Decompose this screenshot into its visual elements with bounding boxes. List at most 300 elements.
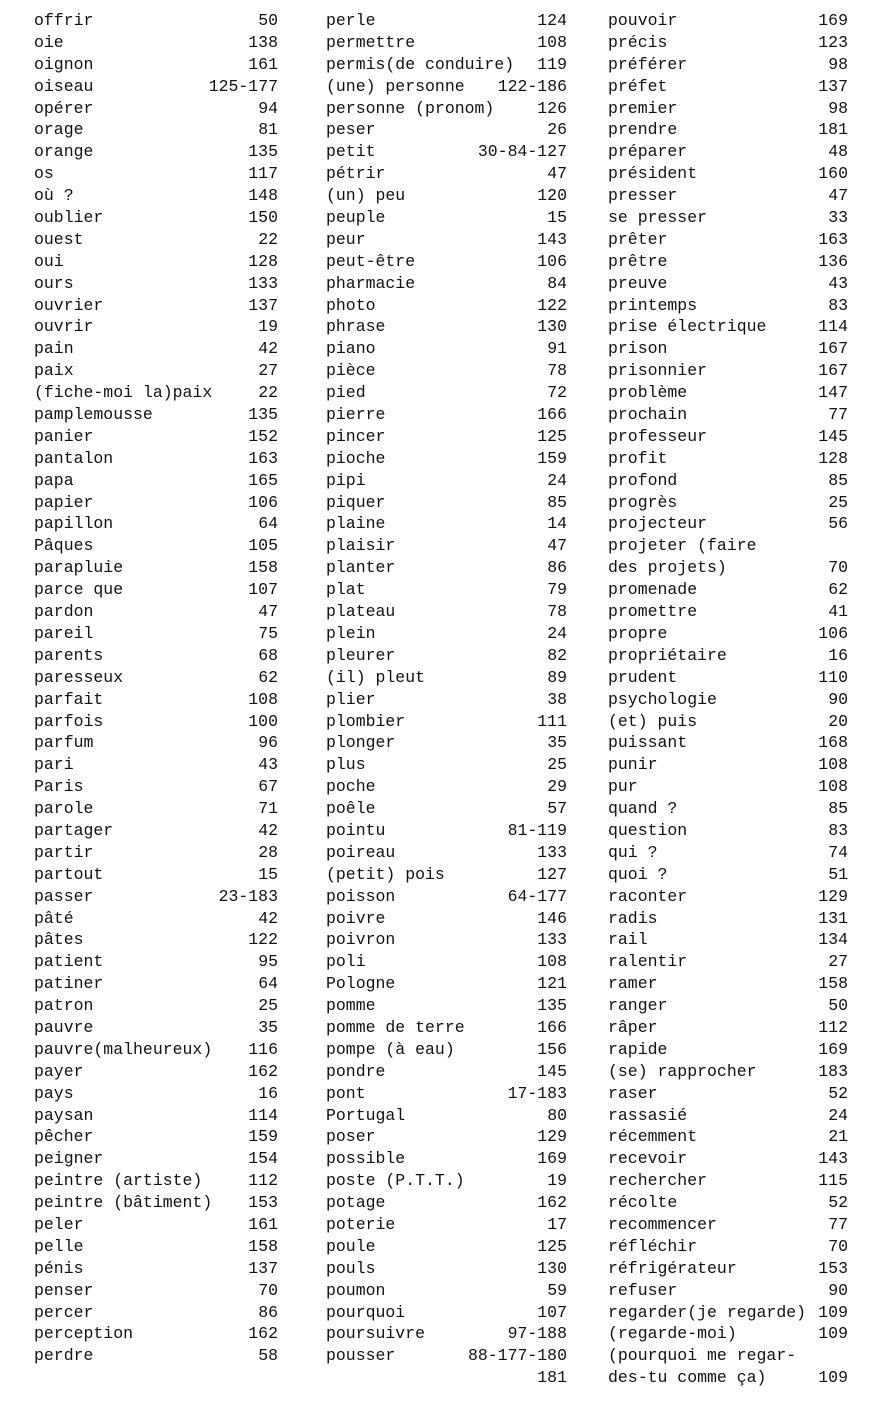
index-entry bbox=[608, 229, 848, 251]
index-entry bbox=[326, 1258, 567, 1280]
index-entry bbox=[34, 732, 278, 754]
index-entry bbox=[34, 754, 278, 776]
index-entry bbox=[608, 820, 848, 842]
index-page-ref: 153 bbox=[248, 1193, 278, 1213]
index-entry bbox=[326, 842, 567, 864]
index-entry bbox=[326, 76, 567, 98]
index-page-ref: 108 bbox=[537, 32, 567, 52]
index-page-ref: 62 bbox=[258, 667, 278, 687]
index-entry bbox=[34, 513, 278, 535]
index-entry bbox=[326, 316, 567, 338]
index-page-ref: 150 bbox=[248, 208, 278, 228]
index-entry bbox=[34, 601, 278, 623]
index-entry bbox=[326, 1148, 567, 1170]
index-page-ref: 169 bbox=[818, 11, 848, 30]
index-term: pousser bbox=[326, 1346, 396, 1366]
index-page-ref: 23-183 bbox=[218, 886, 278, 906]
index-page-ref: 161 bbox=[248, 1214, 278, 1234]
index-entry bbox=[608, 732, 848, 754]
index-entry bbox=[608, 1323, 848, 1345]
index-page-ref: 29 bbox=[547, 777, 567, 797]
index-page-ref: 166 bbox=[537, 1017, 567, 1037]
index-page-ref: 15 bbox=[547, 208, 567, 228]
index-entry bbox=[34, 32, 278, 54]
index-term: poireau bbox=[326, 842, 396, 862]
index-entry bbox=[608, 623, 848, 645]
index-entry bbox=[608, 535, 848, 557]
index-term: oublier bbox=[34, 208, 104, 228]
index-entry bbox=[34, 711, 278, 733]
index-page-ref: 77 bbox=[828, 405, 848, 425]
index-page-ref: 17 bbox=[547, 1214, 567, 1234]
index-term: rassasié bbox=[608, 1105, 688, 1125]
index-entry bbox=[608, 1126, 848, 1148]
index-entry bbox=[608, 995, 848, 1017]
index-term: pleurer bbox=[326, 645, 396, 665]
index-term: poivron bbox=[326, 930, 396, 950]
index-entry bbox=[326, 32, 567, 54]
index-entry bbox=[608, 1280, 848, 1302]
index-page-ref: 42 bbox=[258, 820, 278, 840]
index-page-ref: 24 bbox=[547, 470, 567, 490]
index-page-ref: 181 bbox=[818, 120, 848, 140]
index-term: préfet bbox=[608, 76, 668, 96]
index-page-ref: 125-177 bbox=[208, 76, 278, 96]
index-term: pauvre bbox=[34, 1017, 94, 1037]
index-page-ref: 128 bbox=[248, 251, 278, 271]
index-entry bbox=[34, 1083, 278, 1105]
index-page-ref: 42 bbox=[258, 908, 278, 928]
index-term: plombier bbox=[326, 711, 406, 731]
index-entry bbox=[608, 776, 848, 798]
index-entry bbox=[34, 54, 278, 76]
index-entry bbox=[326, 1017, 567, 1039]
index-term: poser bbox=[326, 1127, 376, 1147]
index-term: pompe (à eau) bbox=[326, 1039, 455, 1059]
index-page-ref: 133 bbox=[248, 273, 278, 293]
index-entry bbox=[608, 1302, 848, 1324]
index-entry bbox=[34, 776, 278, 798]
index-entry bbox=[608, 1105, 848, 1127]
index-page-ref: 97-188 bbox=[507, 1324, 567, 1344]
index-page-ref: 107 bbox=[537, 1302, 567, 1322]
index-page-ref: 85 bbox=[828, 470, 848, 490]
index-entry bbox=[326, 295, 567, 317]
index-page-ref: 47 bbox=[547, 164, 567, 184]
index-page-ref: 159 bbox=[537, 448, 567, 468]
index-page-ref: 134 bbox=[818, 930, 848, 950]
index-page-ref: 62 bbox=[828, 580, 848, 600]
index-entry bbox=[34, 667, 278, 689]
index-term: pays bbox=[34, 1083, 74, 1103]
index-page-ref: 81 bbox=[258, 120, 278, 140]
index-page-ref: 122 bbox=[537, 295, 567, 315]
index-term: papier bbox=[34, 492, 94, 512]
index-page-ref: 42 bbox=[258, 339, 278, 359]
index-page-ref: 109 bbox=[818, 1302, 848, 1322]
index-term: pari bbox=[34, 755, 74, 775]
index-page-ref: 85 bbox=[547, 492, 567, 512]
index-entry bbox=[34, 886, 278, 908]
index-entry bbox=[34, 579, 278, 601]
index-page-ref: 158 bbox=[818, 974, 848, 994]
index-page-ref: 130 bbox=[537, 1258, 567, 1278]
index-entry bbox=[326, 1323, 567, 1345]
index-page-ref: 82 bbox=[547, 645, 567, 665]
index-entry bbox=[608, 316, 848, 338]
index-term: qui ? bbox=[608, 842, 658, 862]
index-entry bbox=[34, 229, 278, 251]
index-term: (petit) pois bbox=[326, 864, 445, 884]
index-entry bbox=[608, 1345, 848, 1367]
index-entry bbox=[326, 404, 567, 426]
index-term: radis bbox=[608, 908, 658, 928]
index-page-ref: 143 bbox=[537, 229, 567, 249]
index-term: ours bbox=[34, 273, 74, 293]
index-page-ref: 162 bbox=[248, 1324, 278, 1344]
index-page-ref: 135 bbox=[537, 996, 567, 1016]
index-entry bbox=[326, 382, 567, 404]
index-term: pomme de terre bbox=[326, 1017, 465, 1037]
index-page-ref: 143 bbox=[818, 1149, 848, 1169]
index-entry bbox=[608, 251, 848, 273]
index-term: parents bbox=[34, 645, 104, 665]
index-page-ref: 67 bbox=[258, 777, 278, 797]
index-page-ref: 109 bbox=[818, 1324, 848, 1344]
index-term: papillon bbox=[34, 514, 114, 534]
index-term: pâtes bbox=[34, 930, 84, 950]
index-entry bbox=[34, 645, 278, 667]
index-term: ramer bbox=[608, 974, 658, 994]
index-entry bbox=[608, 360, 848, 382]
index-term: pipi bbox=[326, 470, 366, 490]
index-page-ref: 25 bbox=[828, 492, 848, 512]
index-entry bbox=[326, 1280, 567, 1302]
index-term: puissant bbox=[608, 733, 688, 753]
index-entry bbox=[326, 185, 567, 207]
index-page-ref: 51 bbox=[828, 864, 848, 884]
index-entry bbox=[34, 141, 278, 163]
index-page-ref: 167 bbox=[818, 361, 848, 381]
index-term: patiner bbox=[34, 974, 104, 994]
index-term: Pologne bbox=[326, 974, 396, 994]
index-entry bbox=[34, 1323, 278, 1345]
index-entry bbox=[608, 426, 848, 448]
index-term: ouest bbox=[34, 229, 84, 249]
index-page-ref: 19 bbox=[258, 317, 278, 337]
index-entry bbox=[326, 732, 567, 754]
index-entry bbox=[326, 908, 567, 930]
index-page-ref: 25 bbox=[547, 755, 567, 775]
index-page-ref: 108 bbox=[248, 689, 278, 709]
index-entry bbox=[326, 448, 567, 470]
index-page-ref: 124 bbox=[537, 11, 567, 30]
index-term: pauvre(malheureux) bbox=[34, 1039, 213, 1059]
index-page-ref: 81-119 bbox=[507, 820, 567, 840]
index-entry bbox=[608, 207, 848, 229]
index-term: piquer bbox=[326, 492, 386, 512]
index-entry bbox=[326, 929, 567, 951]
index-entry bbox=[326, 1345, 567, 1367]
index-entry bbox=[326, 1214, 567, 1236]
index-entry bbox=[326, 360, 567, 382]
index-term: peintre (bâtiment) bbox=[34, 1193, 213, 1213]
index-entry bbox=[34, 973, 278, 995]
index-entry bbox=[608, 798, 848, 820]
index-column-2 bbox=[326, 10, 567, 1389]
index-page-ref: 137 bbox=[818, 76, 848, 96]
index-entry bbox=[326, 951, 567, 973]
index-entry bbox=[34, 1236, 278, 1258]
index-term: poterie bbox=[326, 1214, 396, 1234]
index-term: recommencer bbox=[608, 1214, 717, 1234]
index-entry bbox=[608, 448, 848, 470]
index-term: oiseau bbox=[34, 76, 94, 96]
index-entry bbox=[608, 1236, 848, 1258]
index-entry bbox=[326, 98, 567, 120]
index-page-ref: 19 bbox=[547, 1171, 567, 1191]
index-page-ref: 88-177-180 bbox=[467, 1346, 567, 1366]
index-entry bbox=[34, 535, 278, 557]
index-entry bbox=[34, 1017, 278, 1039]
index-entry bbox=[608, 667, 848, 689]
index-term: réfléchir bbox=[608, 1236, 698, 1256]
index-page-ref: 112 bbox=[818, 1017, 848, 1037]
index-term: ouvrir bbox=[34, 317, 94, 337]
index-entry bbox=[34, 98, 278, 120]
index-term: permettre bbox=[326, 32, 416, 52]
index-page-ref: 22 bbox=[258, 229, 278, 249]
index-page-ref: 17-183 bbox=[507, 1083, 567, 1103]
index-term: parce que bbox=[34, 580, 124, 600]
index-term: pincer bbox=[326, 426, 386, 446]
index-term: partager bbox=[34, 820, 114, 840]
index-entry bbox=[34, 908, 278, 930]
index-term: poche bbox=[326, 777, 376, 797]
index-entry bbox=[34, 557, 278, 579]
index-term: raconter bbox=[608, 886, 688, 906]
index-page-ref: 64 bbox=[258, 974, 278, 994]
index-page-ref: 47 bbox=[258, 602, 278, 622]
index-entry bbox=[326, 273, 567, 295]
index-term: récemment bbox=[608, 1127, 698, 1147]
index-page-ref: 137 bbox=[248, 295, 278, 315]
index-entry bbox=[608, 98, 848, 120]
index-page-ref: 135 bbox=[248, 142, 278, 162]
index-entry bbox=[608, 711, 848, 733]
index-term: plus bbox=[326, 755, 366, 775]
index-term: profit bbox=[608, 448, 668, 468]
index-term: (se) rapprocher bbox=[608, 1061, 757, 1081]
index-term: promenade bbox=[608, 580, 698, 600]
index-entry bbox=[608, 76, 848, 98]
index-page-ref: 110 bbox=[818, 667, 848, 687]
index-entry bbox=[34, 426, 278, 448]
index-term: président bbox=[608, 164, 698, 184]
index-page-ref: 112 bbox=[248, 1171, 278, 1191]
index-term: possible bbox=[326, 1149, 406, 1169]
index-entry bbox=[34, 1280, 278, 1302]
index-term: problème bbox=[608, 383, 688, 403]
index-term: phrase bbox=[326, 317, 386, 337]
index-entry bbox=[326, 1126, 567, 1148]
index-page-ref: 169 bbox=[537, 1149, 567, 1169]
index-term: pomme bbox=[326, 996, 376, 1016]
index-entry bbox=[326, 711, 567, 733]
index-page-ref: 68 bbox=[258, 645, 278, 665]
index-entry bbox=[608, 141, 848, 163]
index-term: pointu bbox=[326, 820, 386, 840]
index-term: pareil bbox=[34, 623, 94, 643]
index-entry bbox=[608, 929, 848, 951]
index-term: permis(de conduire) bbox=[326, 54, 515, 74]
index-page-ref: 77 bbox=[828, 1214, 848, 1234]
index-term: ranger bbox=[608, 996, 668, 1016]
index-entry bbox=[34, 951, 278, 973]
index-page-ref: 35 bbox=[547, 733, 567, 753]
index-page-ref: 64-177 bbox=[507, 886, 567, 906]
index-entry bbox=[608, 579, 848, 601]
index-page-ref: 91 bbox=[547, 339, 567, 359]
index-term: pâté bbox=[34, 908, 74, 928]
index-page-ref: 133 bbox=[537, 930, 567, 950]
index-term: personne (pronom) bbox=[326, 98, 495, 118]
index-page-ref: 122-186 bbox=[497, 76, 567, 96]
index-page-ref: 108 bbox=[818, 777, 848, 797]
index-page-ref: 168 bbox=[818, 733, 848, 753]
index-entry bbox=[34, 864, 278, 886]
index-page-ref: 129 bbox=[818, 886, 848, 906]
index-page-ref: 167 bbox=[818, 339, 848, 359]
index-term: parole bbox=[34, 799, 94, 819]
index-page-ref: 145 bbox=[537, 1061, 567, 1081]
index-page-ref: 52 bbox=[828, 1083, 848, 1103]
index-term: piano bbox=[326, 339, 376, 359]
index-entry bbox=[326, 1192, 567, 1214]
index-entry bbox=[326, 492, 567, 514]
index-page-ref: 117 bbox=[248, 164, 278, 184]
index-page-ref: 21 bbox=[828, 1127, 848, 1147]
index-entry bbox=[34, 1170, 278, 1192]
index-term: paysan bbox=[34, 1105, 94, 1125]
index-entry bbox=[326, 1039, 567, 1061]
index-term: propriétaire bbox=[608, 645, 727, 665]
index-entry bbox=[326, 1083, 567, 1105]
index-term: (un) peu bbox=[326, 186, 406, 206]
index-page-ref: 131 bbox=[818, 908, 848, 928]
index-entry bbox=[34, 492, 278, 514]
index-entry bbox=[608, 513, 848, 535]
index-entry bbox=[34, 273, 278, 295]
index-page-ref: 16 bbox=[828, 645, 848, 665]
index-term: perdre bbox=[34, 1346, 94, 1366]
index-term: pièce bbox=[326, 361, 376, 381]
index-entry bbox=[34, 119, 278, 141]
index-term: refuser bbox=[608, 1280, 678, 1300]
index-term: pétrir bbox=[326, 164, 386, 184]
index-term: Pâques bbox=[34, 536, 94, 556]
index-term: préparer bbox=[608, 142, 688, 162]
index-entry bbox=[608, 185, 848, 207]
index-page-ref: 163 bbox=[248, 448, 278, 468]
index-entry bbox=[326, 535, 567, 557]
index-term: rapide bbox=[608, 1039, 668, 1059]
index-page-ref: 138 bbox=[248, 32, 278, 52]
index-page-ref: 146 bbox=[537, 908, 567, 928]
index-term: promettre bbox=[608, 602, 698, 622]
index-page-ref: 127 bbox=[537, 864, 567, 884]
index-page-ref: 30-84-127 bbox=[477, 142, 567, 162]
index-term: os bbox=[34, 164, 54, 184]
index-entry bbox=[326, 229, 567, 251]
index-entry bbox=[608, 1061, 848, 1083]
index-term: printemps bbox=[608, 295, 698, 315]
index-term: psychologie bbox=[608, 689, 717, 709]
index-entry bbox=[34, 1258, 278, 1280]
index-page-ref: 70 bbox=[258, 1280, 278, 1300]
index-entry bbox=[608, 163, 848, 185]
index-page-ref: 20 bbox=[828, 711, 848, 731]
index-entry bbox=[326, 820, 567, 842]
index-page-ref: 43 bbox=[828, 273, 848, 293]
index-term: peser bbox=[326, 120, 376, 140]
index-entry bbox=[326, 623, 567, 645]
index-term: Paris bbox=[34, 777, 84, 797]
index-term: pelle bbox=[34, 1236, 84, 1256]
index-page-ref: 86 bbox=[547, 558, 567, 578]
index-entry bbox=[326, 119, 567, 141]
index-term: presser bbox=[608, 186, 678, 206]
index-page-ref: 135 bbox=[248, 405, 278, 425]
index-page-ref: 106 bbox=[818, 623, 848, 643]
index-term: quoi ? bbox=[608, 864, 668, 884]
index-term: offrir bbox=[34, 11, 94, 30]
index-entry bbox=[326, 141, 567, 163]
index-page-ref: 133 bbox=[537, 842, 567, 862]
index-term: passer bbox=[34, 886, 94, 906]
index-page-ref: 24 bbox=[828, 1105, 848, 1125]
index-page-ref: 22 bbox=[258, 383, 278, 403]
index-page-ref: 72 bbox=[547, 383, 567, 403]
index-entry bbox=[326, 1236, 567, 1258]
index-entry bbox=[34, 1148, 278, 1170]
index-term: orage bbox=[34, 120, 84, 140]
index-page-ref: 95 bbox=[258, 952, 278, 972]
index-page-ref: 50 bbox=[828, 996, 848, 1016]
index-entry bbox=[326, 995, 567, 1017]
index-term: pioche bbox=[326, 448, 386, 468]
index-page-ref: 94 bbox=[258, 98, 278, 118]
index-entry bbox=[34, 798, 278, 820]
index-page-ref: 115 bbox=[818, 1171, 848, 1191]
index-term: recevoir bbox=[608, 1149, 688, 1169]
index-entry bbox=[34, 76, 278, 98]
index-entry bbox=[608, 754, 848, 776]
index-term: pantalon bbox=[34, 448, 114, 468]
index-term: projeter (faire bbox=[608, 536, 757, 556]
index-page-ref: 121 bbox=[537, 974, 567, 994]
index-page-ref: 158 bbox=[248, 558, 278, 578]
index-term: pourquoi bbox=[326, 1302, 406, 1322]
index-entry bbox=[34, 251, 278, 273]
index-page-ref: 130 bbox=[537, 317, 567, 337]
index-entry bbox=[608, 864, 848, 886]
index-page-ref: 70 bbox=[828, 1236, 848, 1256]
index-entry bbox=[34, 404, 278, 426]
index-page-ref: 70 bbox=[828, 558, 848, 578]
index-entry bbox=[326, 886, 567, 908]
index-page-ref: 126 bbox=[537, 98, 567, 118]
